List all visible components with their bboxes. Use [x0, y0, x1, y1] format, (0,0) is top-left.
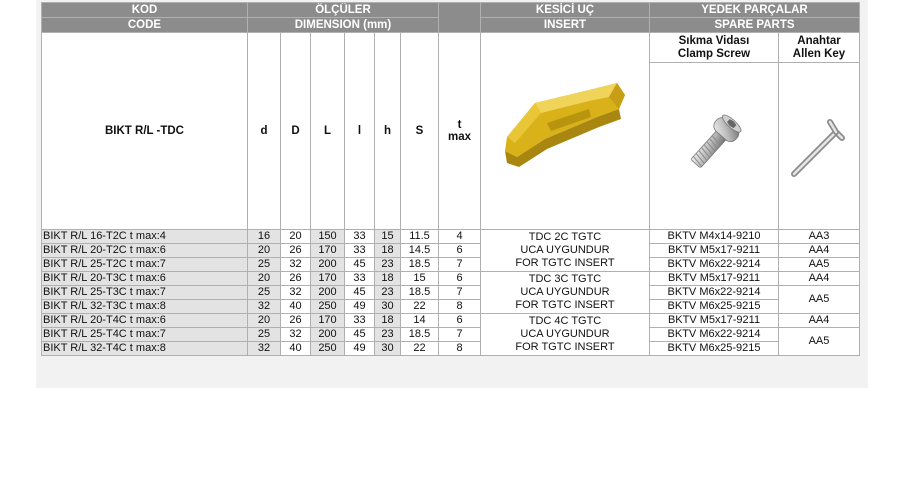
row-d: 32: [248, 300, 281, 314]
row-S: 18.5: [401, 328, 439, 342]
row-D: 32: [281, 258, 311, 272]
row-h: 18: [375, 314, 401, 328]
row-screw: BKTV M6x22-9214: [650, 258, 779, 272]
row-t: 7: [439, 286, 481, 300]
col-tmax-label: [439, 33, 481, 230]
row-t: 6: [439, 272, 481, 286]
row-h: 23: [375, 328, 401, 342]
clamp-screw-image: [669, 99, 759, 189]
row-S: 22: [401, 342, 439, 356]
family-label: BIKT R/L -TDC: [42, 33, 248, 230]
row-d: 25: [248, 328, 281, 342]
row-h: 23: [375, 258, 401, 272]
row-key: AA5: [779, 328, 860, 356]
row-h: 30: [375, 342, 401, 356]
row-key: AA5: [779, 286, 860, 314]
row-D: 40: [281, 300, 311, 314]
tmax-header-blank: [439, 3, 481, 33]
col-L-label: L: [311, 33, 345, 230]
table-row: [42, 314, 860, 328]
row-code: BIKT R/L 25-T2C t max:7: [42, 258, 248, 272]
row-S: 22: [401, 300, 439, 314]
table-row: [42, 272, 860, 286]
row-key: AA5: [779, 258, 860, 272]
row-screw: BKTV M6x22-9214: [650, 328, 779, 342]
grooving-insert-image: [485, 79, 645, 179]
row-L: 170: [311, 244, 345, 258]
insert-note-line: FOR TGTC INSERT: [515, 257, 615, 269]
row-L: 250: [311, 300, 345, 314]
row-S: 14: [401, 314, 439, 328]
col-D-label: D: [281, 33, 311, 230]
row-code: BIKT R/L 20-T3C t max:6: [42, 272, 248, 286]
row-l: 49: [345, 300, 375, 314]
insert-note-t3c: [481, 272, 650, 314]
insert-header: KESİCİ UÇ: [481, 3, 650, 18]
insert-note-line: UCA UYGUNDUR: [520, 328, 610, 340]
insert-note-line: TDC 3C TGTC: [528, 273, 602, 285]
row-code: BIKT R/L 32-T4C t max:8: [42, 342, 248, 356]
row-t: 7: [439, 328, 481, 342]
row-key: AA3: [779, 230, 860, 244]
row-L: 200: [311, 328, 345, 342]
insert-note-t4c: [481, 314, 650, 356]
insert-note-line: FOR TGTC INSERT: [515, 299, 615, 311]
row-key: AA4: [779, 272, 860, 286]
row-L: 250: [311, 342, 345, 356]
table-row: [42, 286, 860, 300]
row-d: 25: [248, 286, 281, 300]
row-l: 45: [345, 328, 375, 342]
key-image-cell: [779, 63, 860, 230]
row-screw: BKTV M6x22-9214: [650, 286, 779, 300]
dimension-header-en: DIMENSION (mm): [248, 18, 439, 33]
row-screw: BKTV M4x14-9210: [650, 230, 779, 244]
row-code: BIKT R/L 20-T4C t max:6: [42, 314, 248, 328]
row-d: 20: [248, 244, 281, 258]
row-screw: BKTV M5x17-9211: [650, 314, 779, 328]
row-h: 30: [375, 300, 401, 314]
row-l: 33: [345, 272, 375, 286]
insert-note-line: TDC 2C TGTC: [528, 231, 602, 243]
row-D: 26: [281, 314, 311, 328]
row-L: 150: [311, 230, 345, 244]
row-code: BIKT R/L 25-T4C t max:7: [42, 328, 248, 342]
allen-key-header: [779, 33, 860, 63]
code-header: KOD: [42, 3, 248, 18]
spec-table-panel: [36, 0, 868, 388]
row-screw: BKTV M5x17-9211: [650, 272, 779, 286]
table-row: [42, 328, 860, 342]
row-h: 23: [375, 286, 401, 300]
table-row: [42, 244, 860, 258]
row-l: 33: [345, 314, 375, 328]
insert-note-line: UCA UYGUNDUR: [520, 244, 610, 256]
insert-image-cell: [481, 33, 650, 230]
row-L: 200: [311, 258, 345, 272]
row-t: 6: [439, 314, 481, 328]
row-D: 26: [281, 272, 311, 286]
clamp-screw-header: [650, 33, 779, 63]
row-l: 49: [345, 342, 375, 356]
row-L: 200: [311, 286, 345, 300]
row-S: 18.5: [401, 286, 439, 300]
code-header-en: CODE: [42, 18, 248, 33]
row-d: 25: [248, 258, 281, 272]
allen-key-en: Allen Key: [792, 47, 846, 60]
row-key: AA4: [779, 244, 860, 258]
row-t: 7: [439, 258, 481, 272]
row-S: 18.5: [401, 258, 439, 272]
row-screw: BKTV M6x25-9215: [650, 300, 779, 314]
row-D: 20: [281, 230, 311, 244]
col-S-label: S: [401, 33, 439, 230]
insert-note-line: UCA UYGUNDUR: [520, 286, 610, 298]
row-l: 45: [345, 258, 375, 272]
row-D: 32: [281, 286, 311, 300]
row-h: 15: [375, 230, 401, 244]
col-l-label: l: [345, 33, 375, 230]
clamp-screw-en: Clamp Screw: [677, 47, 751, 60]
row-l: 45: [345, 286, 375, 300]
row-d: 16: [248, 230, 281, 244]
table-row: [42, 230, 860, 244]
row-L: 170: [311, 314, 345, 328]
row-code: BIKT R/L 25-T3C t max:7: [42, 286, 248, 300]
row-key: AA4: [779, 314, 860, 328]
row-t: 4: [439, 230, 481, 244]
screw-image-cell: [650, 63, 779, 230]
row-screw: BKTV M6x25-9215: [650, 342, 779, 356]
row-l: 33: [345, 244, 375, 258]
row-D: 32: [281, 328, 311, 342]
table-row: [42, 342, 860, 356]
row-D: 40: [281, 342, 311, 356]
allen-key-tr: Anahtar: [797, 34, 841, 47]
row-d: 20: [248, 272, 281, 286]
row-l: 33: [345, 230, 375, 244]
tmax-label-t: t: [457, 119, 462, 131]
tmax-label-max: max: [447, 131, 472, 143]
insert-note-line: FOR TGTC INSERT: [515, 341, 615, 353]
allen-key-image: [784, 104, 854, 184]
insert-note-t2c: [481, 230, 650, 272]
col-d-label: d: [248, 33, 281, 230]
table-row: [42, 258, 860, 272]
insert-header-en: INSERT: [481, 18, 650, 33]
row-S: 14.5: [401, 244, 439, 258]
table-row: [42, 300, 860, 314]
row-D: 26: [281, 244, 311, 258]
row-code: BIKT R/L 32-T3C t max:8: [42, 300, 248, 314]
row-S: 15: [401, 272, 439, 286]
insert-note-line: TDC 4C TGTC: [528, 315, 602, 327]
row-t: 8: [439, 300, 481, 314]
row-h: 18: [375, 272, 401, 286]
row-code: BIKT R/L 20-T2C t max:6: [42, 244, 248, 258]
clamp-screw-tr: Sıkma Vidası: [678, 34, 750, 47]
row-S: 11.5: [401, 230, 439, 244]
row-d: 20: [248, 314, 281, 328]
row-h: 18: [375, 244, 401, 258]
dimension-header: ÖLÇÜLER: [248, 3, 439, 18]
row-t: 8: [439, 342, 481, 356]
row-L: 170: [311, 272, 345, 286]
row-d: 32: [248, 342, 281, 356]
tool-spec-table: [41, 2, 860, 356]
row-screw: BKTV M5x17-9211: [650, 244, 779, 258]
col-h-label: h: [375, 33, 401, 230]
row-code: BIKT R/L 16-T2C t max:4: [42, 230, 248, 244]
spare-parts-header: YEDEK PARÇALAR: [650, 3, 860, 18]
row-t: 6: [439, 244, 481, 258]
spare-parts-header-en: SPARE PARTS: [650, 18, 860, 33]
